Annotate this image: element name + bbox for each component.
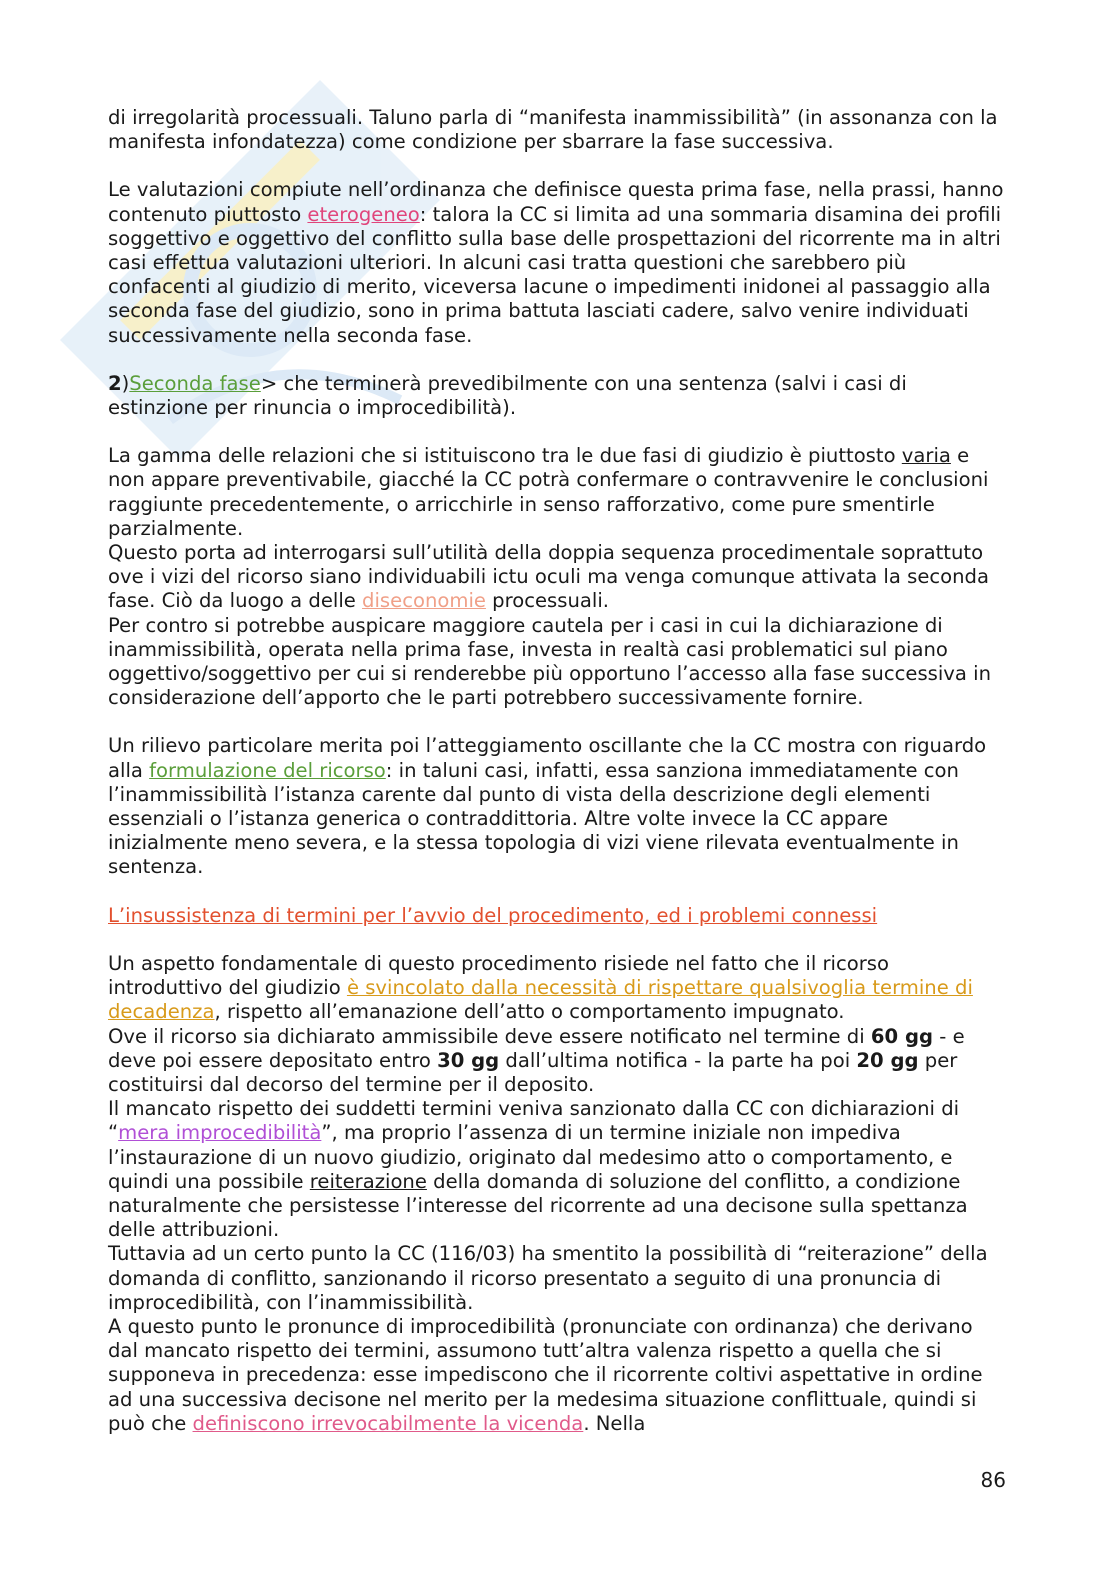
paragraph-text: > che terminerà prevedibilmente con una sentenza (salvi i casi di estinzione per rinuncia o improcedibilità). <box>108 371 907 420</box>
paragraph-10 <box>108 1097 1008 1242</box>
highlight-svincolato: è svincolato dalla necessità di rispettare qualsivoglia termine di decadenza <box>108 976 973 1024</box>
paragraph-1 <box>108 106 1008 154</box>
paragraph-text: Le valutazioni compiute nell’ordinanza che definisce questa prima fase, nella prassi, hanno contenuto piuttosto <box>108 178 1004 226</box>
paragraph-text: , rispetto all’emanazione dell’atto o comportamento impugnato. <box>214 1000 845 1024</box>
paragraph-text: Un aspetto fondamentale di questo procedimento risiede nel fatto che il ricorso introduttivo del giudizio <box>108 951 890 1000</box>
paragraph-text: La gamma delle relazioni che si istituiscono tra le due fasi di giudizio è piuttosto <box>108 444 902 468</box>
highlight-formulazione: formulazione del ricorso <box>149 758 386 782</box>
paragraph-text: Un rilievo particolare merita poi l’atteggiamento oscillante che la CC mostra con riguardo alla <box>108 734 987 782</box>
paragraph-7 <box>108 734 1008 879</box>
paragraph-3 <box>108 372 1008 420</box>
underline-varia: varia <box>901 444 951 468</box>
paragraph-8 <box>108 952 1008 1025</box>
highlight-mera-improcedibilita: mera improcedibilità <box>118 1121 322 1145</box>
highlight-seconda-fase: Seconda fase <box>129 371 261 395</box>
paragraph-text: : in taluni casi, infatti, essa sanziona immediatamente con l’inammissibilità l’istanza carente dal punto di vista della descrizione degli elementi essenziali o l’istanza generica o contraddittoria. Altre volte invece la CC appare inizialmente meno severa, e la stessa topologia di vizi viene rilevata eventualmente in sentenza. <box>108 758 959 879</box>
underline-reiterazione: reiterazione <box>309 1169 427 1193</box>
section-heading <box>108 904 1008 928</box>
paragraph-9 <box>108 1025 1008 1098</box>
paragraph-text: A questo punto le pronunce di improcedibilità (pronunciate con ordinanza) che derivano dal mancato rispetto dei termini, assumono tutt’altra valenza rispetto a quella che si supponeva in precedenza: esse impediscono che il ricorrente coltivi aspettative in ordine ad una successiva decisone nel merito per la medesima situazione conflittuale, quindi si può che <box>108 1314 983 1435</box>
page-number: 86 <box>980 1468 1006 1492</box>
paragraph-4 <box>108 444 1008 541</box>
paragraph-text: della domanda di soluzione del conflitto, a condizione naturalmente che persistesse l’interesse del ricorrente ad una decisone sulla spettanza delle attribuzioni. <box>108 1169 968 1242</box>
heading-text: L’insussistenza di termini per l’avvio del procedimento, ed i problemi connessi <box>108 903 878 927</box>
list-number: 2 <box>108 371 122 395</box>
paragraph-text: di irregolarità processuali. Taluno parla di “manifesta inammissibilità” (in assonanza con la manifesta infondatezza) come condizione per sbarrare la fase successiva. <box>108 106 998 154</box>
paragraph-text: Il mancato rispetto dei suddetti termini veniva sanzionato dalla CC con dichiarazioni di “ <box>108 1097 960 1145</box>
bold-term: 30 gg <box>437 1048 500 1072</box>
paragraph-text: processuali. <box>485 589 610 613</box>
list-paren: ) <box>121 371 130 395</box>
paragraph-text: e non appare preventivabile, giacché la CC potrà confermare o contravvenire le conclusioni raggiunte precedentemente, o arricchirle in senso rafforzativo, come pure smentirle parzialmente. <box>108 444 989 540</box>
page-content <box>108 106 1008 1436</box>
paragraph-text: . Nella <box>583 1411 646 1435</box>
paragraph-text: Ove il ricorso sia dichiarato ammissibile deve essere notificato nel termine di <box>108 1024 871 1048</box>
paragraph-12 <box>108 1315 1008 1436</box>
bold-term: 20 gg <box>856 1048 919 1072</box>
paragraph-5 <box>108 541 1008 614</box>
paragraph-text: - e deve poi essere depositato entro <box>108 1024 965 1072</box>
highlight-diseconomie: diseconomie <box>362 589 486 613</box>
bold-term: 60 gg <box>870 1024 934 1048</box>
paragraph-text: Per contro si potrebbe auspicare maggiore cautela per i casi in cui la dichiarazione di inammissibilità, operata nella prima fase, investa in realtà casi problematici sul piano oggettivo/soggettivo per cui si renderebbe più opportuno l’accesso alla fase successiva in considerazione dell’apporto che le parti potrebbero successivamente fornire. <box>108 613 991 710</box>
paragraph-text: per costituirsi dal decorso del termine per il deposito. <box>108 1048 958 1096</box>
highlight-eterogeneo: eterogeneo <box>307 202 420 226</box>
paragraph-text: Questo porta ad interrogarsi sull’utilità della doppia sequenza procedimentale soprattuto ove i vizi del ricorso siano individuabili ictu oculi ma venga comunque attivata la seconda fase. Ciò da luogo a delle <box>108 541 990 613</box>
paragraph-6 <box>108 614 1008 711</box>
paragraph-text: Tuttavia ad un certo punto la CC (116/03) ha smentito la possibilità di “reiterazione” della domanda di conflitto, sanzionando il ricorso presentato a seguito di una pronuncia di improcedibilità, con l’inammissibilità. <box>108 1242 988 1314</box>
paragraph-text: dall’ultima notifica - la parte ha poi <box>499 1048 857 1072</box>
highlight-definiscono: definiscono irrevocabilmente la vicenda <box>192 1411 584 1435</box>
paragraph-11 <box>108 1242 1008 1315</box>
paragraph-text: ”, ma proprio l’assenza di un termine iniziale non impediva l’instaurazione di un nuovo giudizio, originato dal medesimo atto o comportamento, e quindi una possibile <box>108 1121 953 1193</box>
paragraph-2 <box>108 178 1008 347</box>
paragraph-text: : talora la CC si limita ad una sommaria disamina dei profili soggettivo e oggettivo del conflitto sulla base delle prospettazioni del ricorrente ma in altri casi effettua valutazioni ulteriori. In alcuni casi tratta questioni che sarebbero più confacenti al giudizio di merito, viceversa lacune o impedimenti inidonei al passaggio alla seconda fase del giudizio, sono in prima battuta lasciati cadere, salvo venire individuati successivamente nella seconda fase. <box>108 202 1002 347</box>
